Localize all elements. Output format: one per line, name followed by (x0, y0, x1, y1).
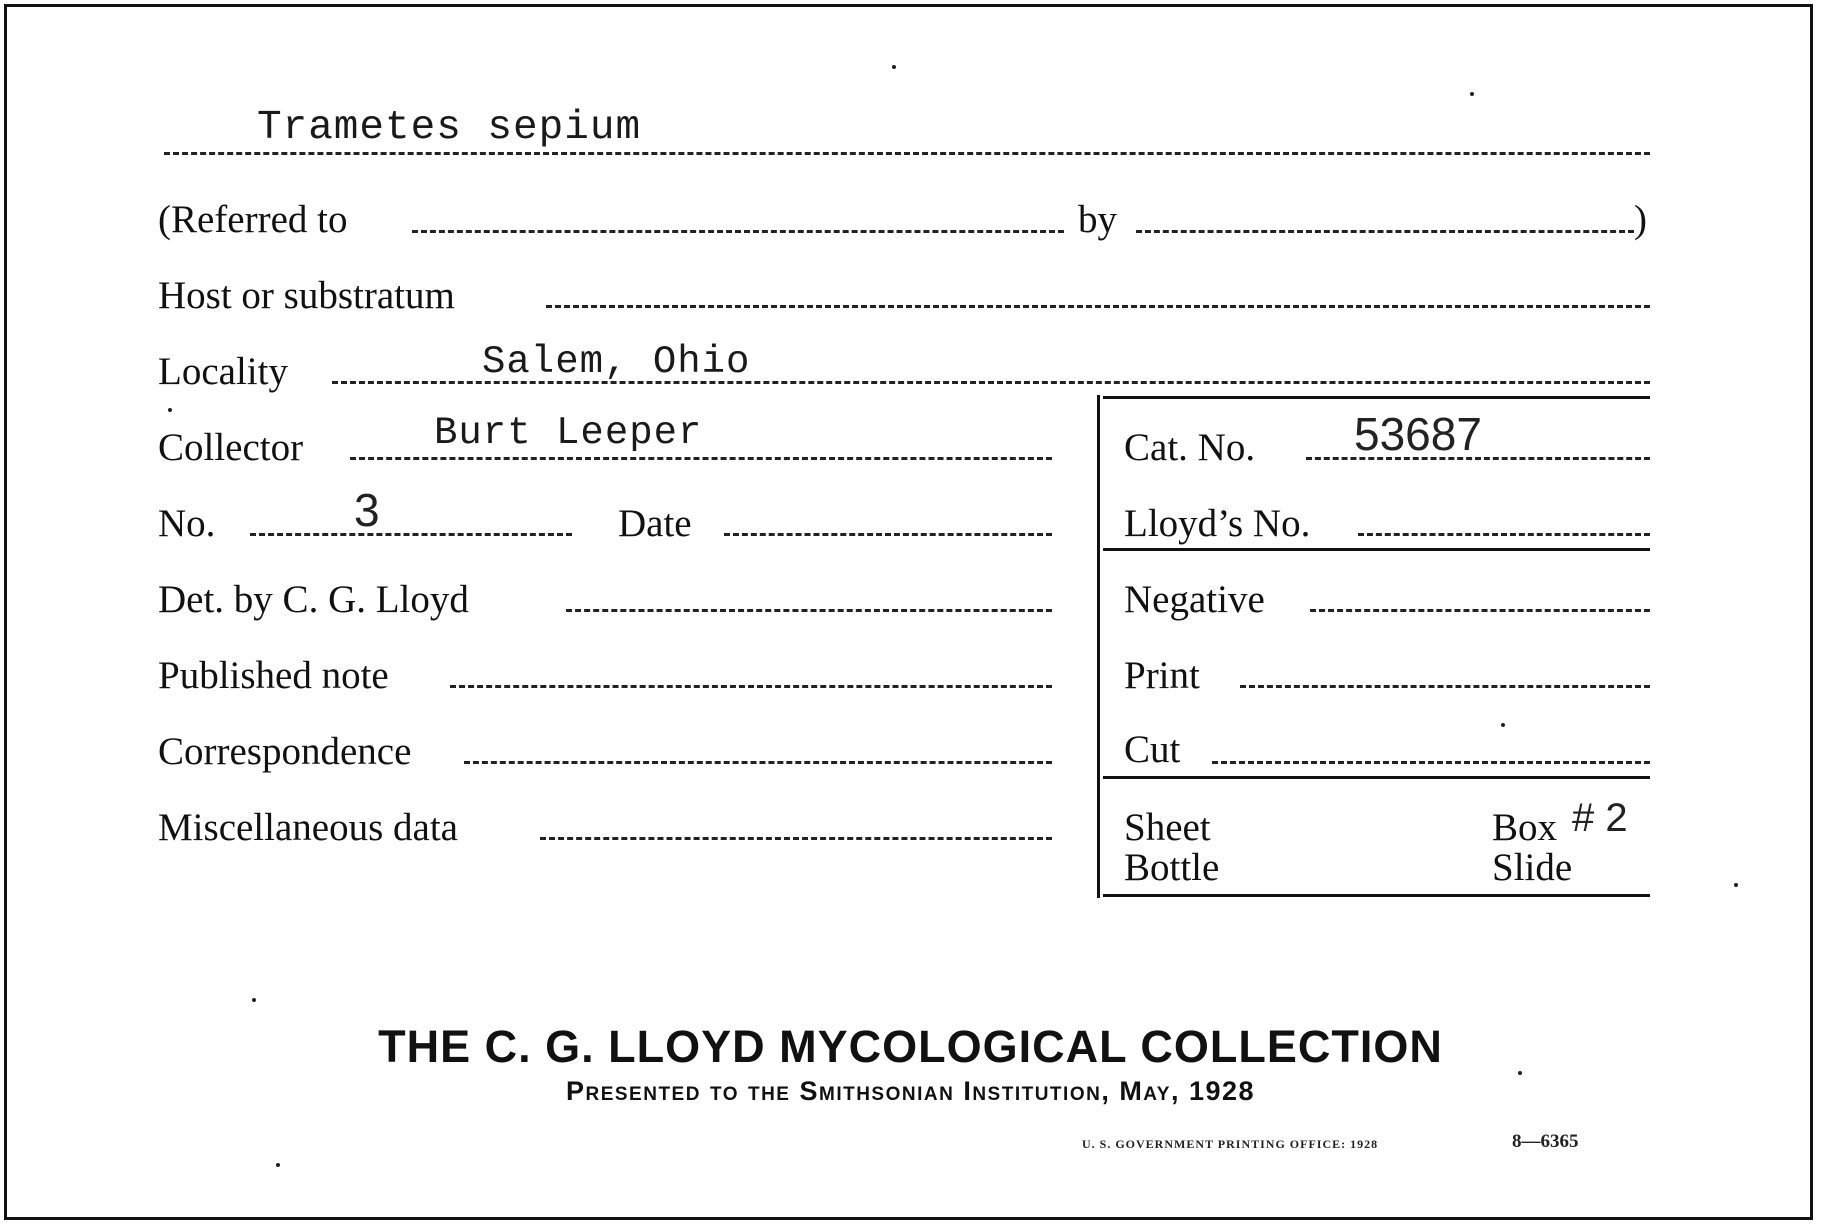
speck (168, 408, 172, 412)
misc-line (540, 837, 1052, 840)
speck (1470, 92, 1474, 96)
no-value: 3 (354, 484, 380, 536)
host-label: Host or substratum (158, 274, 455, 317)
speck (1518, 1071, 1522, 1075)
species-name: Trametes sepium (257, 105, 642, 151)
cut-line (1212, 761, 1650, 764)
print-label: Print (1124, 654, 1200, 697)
right-box-top-rule (1103, 396, 1650, 399)
slide-label: Slide (1492, 846, 1573, 889)
box-value: # 2 (1572, 796, 1628, 840)
referred-to-label: (Referred to (158, 198, 348, 241)
misc-label: Miscellaneous data (158, 806, 458, 849)
collector-line (350, 457, 1052, 460)
referred-to-line (412, 230, 1064, 233)
printing-office: U. S. GOVERNMENT PRINTING OFFICE: 1928 (1082, 1137, 1379, 1151)
negative-label: Negative (1124, 578, 1265, 621)
host-line (546, 305, 1650, 308)
no-label: No. (158, 502, 216, 545)
locality-value: Salem, Ohio (482, 340, 751, 384)
species-line (164, 152, 1650, 155)
cut-label: Cut (1124, 728, 1181, 771)
collection-title: THE C. G. LLOYD MYCOLOGICAL COLLECTION (378, 1021, 1443, 1072)
correspondence-line (464, 761, 1052, 764)
collector-value: Burt Leeper (434, 411, 703, 455)
locality-label: Locality (158, 350, 288, 393)
cat-no-value: 53687 (1354, 408, 1482, 460)
right-box-bottom-rule (1103, 894, 1650, 897)
box-label: Box (1492, 806, 1558, 849)
right-box-divider (1097, 395, 1100, 898)
collection-subtitle: Presented to the Smithsonian Institution, May, 1928 (565, 1076, 1256, 1106)
collector-label: Collector (158, 426, 304, 469)
lloyds-no-label: Lloyd’s No. (1124, 502, 1311, 545)
published-note-label: Published note (158, 654, 389, 697)
by-line (1136, 230, 1634, 233)
speck (252, 998, 256, 1002)
cat-no-label: Cat. No. (1124, 426, 1256, 469)
bottle-label: Bottle (1124, 846, 1220, 889)
right-box-rule-2 (1103, 548, 1650, 551)
close-paren: ) (1634, 198, 1647, 241)
by-label: by (1078, 198, 1117, 241)
lloyds-no-line (1358, 533, 1650, 536)
no-line (250, 533, 572, 536)
date-label: Date (618, 502, 692, 545)
sheet-label: Sheet (1124, 806, 1211, 849)
det-by-line (566, 609, 1052, 612)
print-line (1240, 685, 1650, 688)
speck (1734, 883, 1738, 887)
det-by-label: Det. by C. G. Lloyd (158, 578, 469, 621)
negative-line (1310, 609, 1650, 612)
correspondence-label: Correspondence (158, 730, 412, 773)
right-box-rule-3 (1103, 776, 1650, 779)
form-number: 8—6365 (1512, 1131, 1579, 1152)
speck (892, 65, 896, 69)
published-note-line (450, 685, 1052, 688)
date-line (724, 533, 1052, 536)
speck (1501, 723, 1505, 727)
speck (276, 1163, 280, 1167)
